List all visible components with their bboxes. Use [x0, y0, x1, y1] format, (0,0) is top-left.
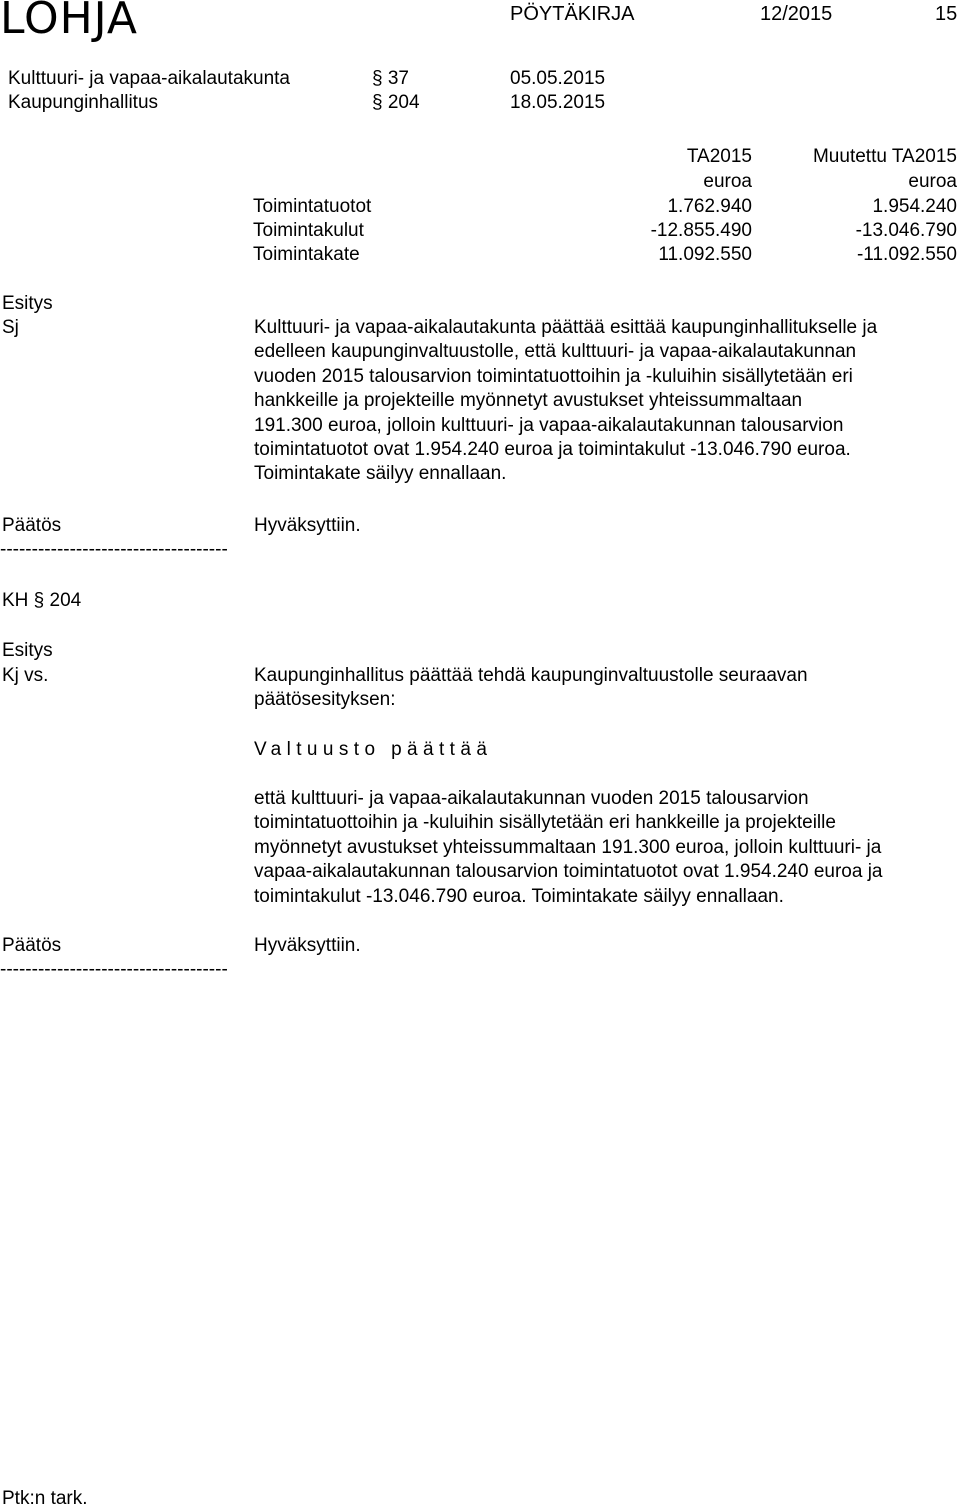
- esitys-label: Esitys: [2, 293, 53, 314]
- meeting-body: Kulttuuri- ja vapaa-aikalautakunta: [8, 68, 291, 89]
- decision-text: Hyväksyttiin.: [254, 935, 361, 956]
- proposal-line: päätösesityksen:: [254, 689, 396, 711]
- column-unit: euroa: [908, 171, 957, 192]
- row-label: Toimintakate: [253, 244, 360, 265]
- ptk-tark-label: Ptk:n tark.: [2, 1488, 88, 1509]
- document-type: PÖYTÄKIRJA: [510, 3, 635, 25]
- column-header-ta2015: TA2015: [686, 146, 752, 167]
- esitys-label: Esitys: [2, 640, 53, 661]
- presenter-label: Sj: [2, 317, 19, 338]
- meeting-body: Kaupunginhallitus: [8, 92, 159, 113]
- row-label: Toimintakulut: [253, 220, 364, 241]
- meeting-date: 18.05.2015: [510, 92, 606, 113]
- proposal-line: 191.300 euroa, jolloin kulttuuri- ja vapaa-aikalautakunnan talousarvion: [254, 414, 844, 436]
- decision-label: Päätös: [2, 515, 62, 536]
- value-muutettu: -13.046.790: [855, 220, 957, 241]
- proposal-line: edelleen kaupunginvaltuustolle, että kulttuuri- ja vapaa-aikalautakunnan: [254, 341, 857, 363]
- section-heading: KH § 204: [2, 590, 82, 611]
- valtuusto-line: toimintakulut -13.046.790 euroa. Toimintakate säilyy ennallaan.: [254, 885, 784, 907]
- issue-number: 12/2015: [760, 3, 833, 25]
- valtuusto-text: [254, 787, 959, 909]
- page-number: 15: [935, 3, 958, 25]
- meeting-section: § 204: [372, 92, 420, 113]
- valtuusto-heading: Valtuusto päättää: [254, 739, 493, 760]
- presenter-label: Kj vs.: [2, 665, 49, 686]
- value-ta2015: 11.092.550: [658, 244, 752, 265]
- value-muutettu: -11.092.550: [856, 244, 957, 265]
- value-ta2015: 1.762.940: [667, 196, 752, 217]
- value-ta2015: -12.855.490: [650, 220, 752, 241]
- proposal-text: [254, 664, 959, 713]
- column-unit: euroa: [703, 171, 752, 192]
- valtuusto-line: vapaa-aikalautakunnan talousarvion toimintatuotot ovat 1.954.240 euroa ja: [254, 861, 883, 883]
- proposal-text: [254, 316, 959, 487]
- meeting-date: 05.05.2015: [510, 68, 606, 89]
- proposal-line: vuoden 2015 talousarvion toimintatuottoihin ja -kuluihin sisällytetään eri: [254, 365, 853, 387]
- proposal-line: Toimintakate säilyy ennallaan.: [254, 463, 507, 485]
- lohja-logo: LOHJA: [0, 0, 138, 44]
- valtuusto-line: että kulttuuri- ja vapaa-aikalautakunnan vuoden 2015 talousarvion: [254, 788, 809, 809]
- separator-line: ------------------------------------: [0, 959, 228, 980]
- valtuusto-line: toimintatuottoihin ja -kuluihin sisällytetään eri hankkeille ja projekteille: [254, 812, 836, 834]
- decision-text: Hyväksyttiin.: [254, 515, 361, 536]
- column-header-muutettu: Muutettu TA2015: [812, 146, 957, 167]
- meeting-section: § 37: [372, 68, 409, 89]
- proposal-line: Kaupunginhallitus päättää tehdä kaupunginvaltuustolle seuraavan: [254, 665, 808, 686]
- proposal-line: Kulttuuri- ja vapaa-aikalautakunta päättää esittää kaupunginhallitukselle ja: [254, 317, 878, 338]
- decision-label: Päätös: [2, 935, 62, 956]
- separator-line: ------------------------------------: [0, 539, 228, 560]
- row-label: Toimintatuotot: [253, 196, 372, 217]
- value-muutettu: 1.954.240: [872, 196, 957, 217]
- proposal-line: toimintatuotot ovat 1.954.240 euroa ja toimintakulut -13.046.790 euroa.: [254, 439, 851, 461]
- proposal-line: hankkeille ja projekteille myönnetyt avustukset yhteissummaltaan: [254, 390, 803, 412]
- valtuusto-line: myönnetyt avustukset yhteissummaltaan 191.300 euroa, jolloin kulttuuri- ja: [254, 836, 882, 858]
